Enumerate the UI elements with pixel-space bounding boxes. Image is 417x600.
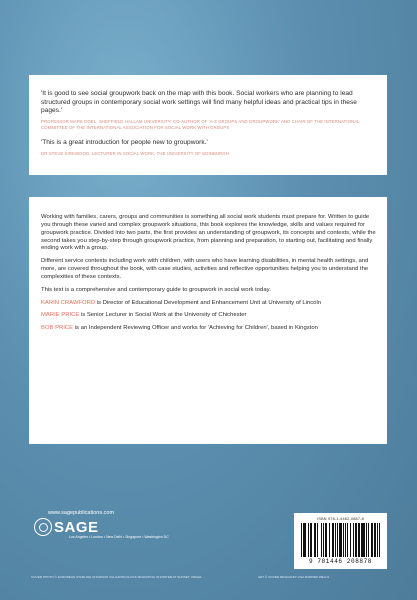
endorsements-panel [29, 75, 387, 175]
description-paragraph-3: This text is a comprehensive and contemporary guide to groupwork in social work today. [41, 286, 271, 293]
author-name-3: BOB PRICE [41, 325, 74, 332]
author-bio-1 [41, 300, 377, 308]
barcode-panel [294, 513, 387, 569]
sage-logo-icon [34, 518, 52, 536]
author-text-2: is Senior Lecturer in Social Work at the University of Chichester [79, 312, 247, 319]
isbn-digits: 9 781446 208878 [308, 558, 372, 565]
barcode-bar [379, 523, 380, 557]
endorsement-attribution-2: DR STEVE KIRKWOOD, LECTURER IN SOCIAL WORK, THE UNIVERSITY OF EDINBURGH [41, 150, 229, 156]
author-text-1: is Director of Educational Development and Enhancement Unit at University of Lincoln [95, 299, 322, 306]
endorsement-attribution-1: PROFESSOR MARK DOEL, SHEFFIELD HALLAM UNIVERSITY; CO-AUTHOR OF 'A-Z GROUPS AND GROUPWORK' AND CHAIR OF THE INTERNATIONAL COMMITTEE OF THE INTERNATIONAL ASSOCIATION FOR SOCIAL WORK WITH GROUPS [41, 118, 360, 130]
author-name-2: MARIE PRICE [41, 312, 80, 319]
author-bio-2 [41, 312, 377, 320]
endorsement-quote-1: 'It is good to see social groupwork back on the map with this book. Social workers who are planning to lead structured groups in contemporary social work settings will find many helpful ideas and practical tips in these pages.' [41, 90, 357, 115]
publisher-logo [34, 518, 99, 536]
isbn-label: ISBN 978-1-4462-0887-8 [317, 517, 364, 521]
author-bio-3 [41, 325, 377, 333]
cover-design-credit: ART © COVER DESIGN BY LISA HARPER WELLS [258, 575, 330, 579]
author-text-3: is an Independent Reviewing Officer and works for 'Achieving for Children', based in Kingston [73, 325, 318, 332]
publisher-url[interactable]: www.sagepublications.com [48, 510, 115, 516]
cover-photo-credit: COVER PHOTO © EUROPEAN STARLING (STURNUS VULGARIS) FLOCK MIGRATING IN WINTER AT SUNSET, ISRAEL [31, 575, 203, 579]
author-name-1: KARIN CRAWFORD [41, 299, 96, 306]
barcode-bars [299, 523, 382, 557]
description-paragraph-2: Different service contexts including work with children, with users who have learning disabilities, in mental health settings, and more, are covered throughout the book, with case studies, activities and reflective opportunities helping you to understand the complexities of these contexts. [41, 258, 369, 280]
publisher-cities: Los Angeles • London • New Delhi • Singapore • Washington DC [69, 535, 169, 539]
description-paragraph-1: Working with families, carers, groups and communities is something all social work students must prepare for. Written to guide you through these varied and complex groupwork situations, this book explores the knowledge, skills and values required for groupwork practice. Divided into two parts, the first provides an understanding of groupwork, its concepts and contexts, while the second takes you step-by-step through groupwork practice, from planning and preparation, to starting out, facilitating and finally ending work with a group. [41, 214, 376, 252]
publisher-logo-text: SAGE [54, 518, 99, 536]
description-panel [29, 197, 387, 444]
endorsement-quote-2: 'This is a great introduction for people new to groupwork.' [41, 139, 208, 147]
